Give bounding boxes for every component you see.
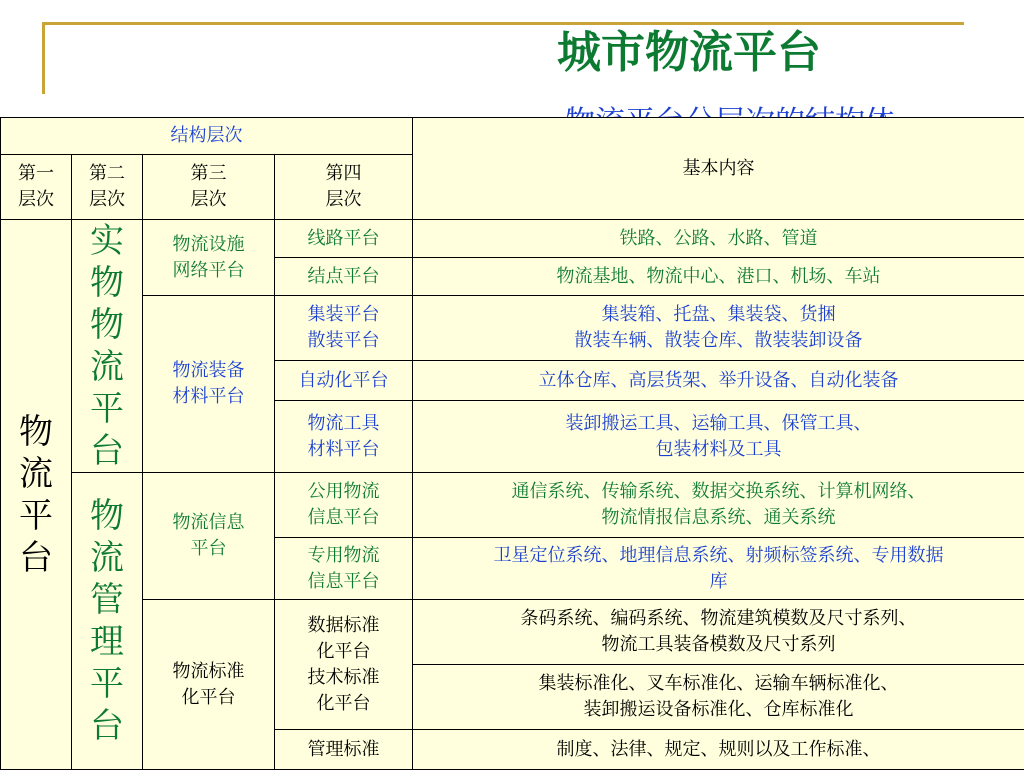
frame-top-line (42, 22, 964, 25)
content-header: 基本内容 (413, 118, 1024, 220)
content-cell: 条码系统、编码系统、物流建筑模数及尺寸系列、 物流工具装备模数及尺寸系列 (413, 600, 1024, 665)
level1-header: 第一 层次 (1, 155, 72, 220)
level4-cell: 数据标准 化平台 技术标准 化平台 (275, 600, 413, 730)
level4-cell: 管理标准 (275, 730, 413, 770)
table-row (1, 220, 1024, 258)
level4-cell: 结点平台 (275, 258, 413, 296)
facility-network-cell: 物流设施 网络平台 (143, 220, 275, 296)
level4-cell: 线路平台 (275, 220, 413, 258)
standardization-platform-cell: 物流标准 化平台 (143, 600, 275, 770)
table-header-row (1, 118, 1024, 155)
level4-cell: 专用物流 信息平台 (275, 538, 413, 600)
content-cell: 通信系统、传输系统、数据交换系统、计算机网络、 物流情报信息系统、通关系统 (413, 473, 1024, 538)
physical-platform-cell: 实 物 物 流 平 台 (72, 220, 143, 473)
level2-header: 第二 层次 (72, 155, 143, 220)
content-cell: 制度、法律、规定、规则以及工作标准、 (413, 730, 1024, 770)
equipment-material-cell: 物流装备 材料平台 (143, 296, 275, 473)
level1-cell: 物 流 平 台 (1, 220, 72, 770)
level4-header: 第四 层次 (275, 155, 413, 220)
slide-title: 城市物流平台 (557, 30, 821, 76)
table-row (1, 296, 1024, 361)
frame-left-line (42, 22, 45, 94)
platform-structure-table (0, 117, 1024, 770)
information-platform-cell: 物流信息 平台 (143, 473, 275, 600)
content-cell: 立体仓库、高层货架、举升设备、自动化装备 (413, 361, 1024, 401)
table-row (1, 473, 1024, 538)
management-platform-cell: 物 流 管 理 平 台 (72, 473, 143, 770)
level4-cell: 自动化平台 (275, 361, 413, 401)
content-cell: 卫星定位系统、地理信息系统、射频标签系统、专用数据 库 (413, 538, 1024, 600)
structure-header: 结构层次 (1, 118, 413, 155)
content-cell: 集装箱、托盘、集装袋、货捆 散装车辆、散装仓库、散装装卸设备 (413, 296, 1024, 361)
level4-cell: 集装平台 散装平台 (275, 296, 413, 361)
table-row (1, 600, 1024, 665)
level4-cell: 公用物流 信息平台 (275, 473, 413, 538)
content-cell: 铁路、公路、水路、管道 (413, 220, 1024, 258)
content-cell: 集装标准化、叉车标准化、运输车辆标准化、 装卸搬运设备标准化、仓库标准化 (413, 665, 1024, 730)
content-cell: 物流基地、物流中心、港口、机场、车站 (413, 258, 1024, 296)
content-cell: 装卸搬运工具、运输工具、保管工具、 包装材料及工具 (413, 401, 1024, 473)
level4-cell: 物流工具 材料平台 (275, 401, 413, 473)
level3-header: 第三 层次 (143, 155, 275, 220)
